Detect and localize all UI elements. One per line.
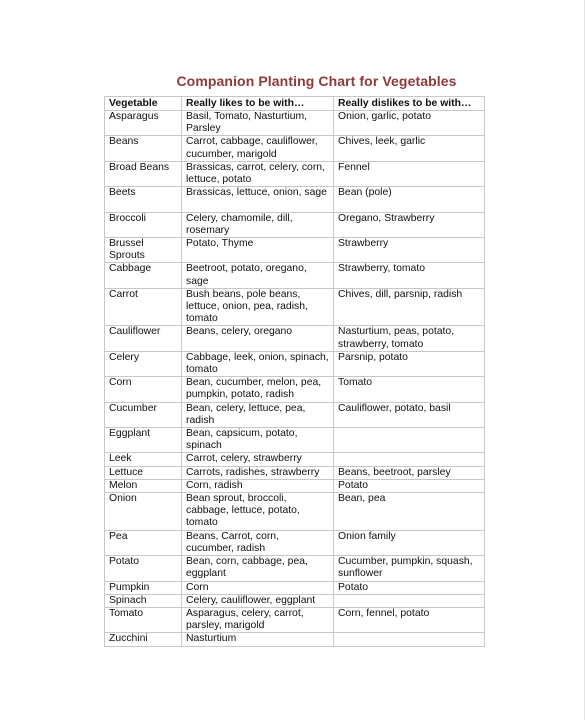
cell-likes: Bean, capsicum, potato, spinach [182,428,334,453]
cell-dislikes: Parsnip, potato [334,351,485,376]
cell-likes: Celery, chamomile, dill, rosemary [182,212,334,237]
cell-dislikes: Fennel [334,161,485,186]
table-row [105,594,485,607]
cell-likes: Bean, celery, lettuce, pea, radish [182,402,334,427]
table-row [105,428,485,453]
table-row [105,187,485,212]
cell-vegetable: Onion [105,493,182,531]
table-row [105,479,485,492]
table-row [105,288,485,326]
cell-dislikes: Potato [334,479,485,492]
cell-likes: Brassicas, lettuce, onion, sage [182,187,334,212]
table-row [105,351,485,376]
cell-dislikes: Strawberry, tomato [334,263,485,288]
cell-dislikes: Cucumber, pumpkin, squash, sunflower [334,556,485,581]
cell-likes: Beans, celery, oregano [182,326,334,351]
cell-dislikes: Bean (pole) [334,187,485,212]
table-row [105,453,485,466]
table-row [105,530,485,555]
cell-vegetable: Broad Beans [105,161,182,186]
cell-likes: Corn [182,581,334,594]
companion-planting-table [104,96,485,647]
cell-likes: Brassicas, carrot, celery, corn, lettuce, potato [182,161,334,186]
cell-likes: Celery, cauliflower, eggplant [182,594,334,607]
page-title: Companion Planting Chart for Vegetables [176,73,457,89]
cell-vegetable: Carrot [105,288,182,326]
table-row [105,633,485,646]
cell-dislikes: Onion family [334,530,485,555]
cell-dislikes [334,428,485,453]
column-header-vegetable: Vegetable [105,97,182,111]
column-header-dislikes: Really dislikes to be with… [334,97,485,111]
table-row [105,238,485,263]
cell-dislikes: Strawberry [334,238,485,263]
cell-dislikes: Potato [334,581,485,594]
cell-dislikes: Onion, garlic, potato [334,111,485,136]
cell-likes: Basil, Tomato, Nasturtium, Parsley [182,111,334,136]
table-row [105,493,485,531]
cell-dislikes: Oregano, Strawberry [334,212,485,237]
cell-likes: Cabbage, leek, onion, spinach, tomato [182,351,334,376]
cell-vegetable: Potato [105,556,182,581]
table-row [105,556,485,581]
cell-vegetable: Melon [105,479,182,492]
cell-vegetable: Leek [105,453,182,466]
cell-likes: Potato, Thyme [182,238,334,263]
cell-vegetable: Asparagus [105,111,182,136]
cell-likes: Carrot, celery, strawberry [182,453,334,466]
table-row [105,326,485,351]
table-row [105,581,485,594]
cell-likes: Nasturtium [182,633,334,646]
cell-vegetable: Brussel Sprouts [105,238,182,263]
cell-dislikes: Chives, leek, garlic [334,136,485,161]
cell-dislikes [334,453,485,466]
cell-dislikes: Bean, pea [334,493,485,531]
cell-likes: Bush beans, pole beans, lettuce, onion, pea, radish, tomato [182,288,334,326]
cell-likes: Bean, cucumber, melon, pea, pumpkin, potato, radish [182,377,334,402]
cell-vegetable: Spinach [105,594,182,607]
cell-vegetable: Pumpkin [105,581,182,594]
cell-vegetable: Beets [105,187,182,212]
cell-likes: Carrots, radishes, strawberry [182,466,334,479]
cell-vegetable: Cucumber [105,402,182,427]
cell-vegetable: Zucchini [105,633,182,646]
cell-likes: Corn, radish [182,479,334,492]
table-row [105,607,485,632]
cell-likes: Asparagus, celery, carrot, parsley, marigold [182,607,334,632]
cell-dislikes: Corn, fennel, potato [334,607,485,632]
cell-dislikes: Cauliflower, potato, basil [334,402,485,427]
cell-vegetable: Tomato [105,607,182,632]
cell-dislikes [334,594,485,607]
cell-vegetable: Celery [105,351,182,376]
cell-vegetable: Pea [105,530,182,555]
cell-dislikes: Nasturtium, peas, potato, strawberry, tomato [334,326,485,351]
table-row [105,161,485,186]
cell-likes: Carrot, cabbage, cauliflower, cucumber, marigold [182,136,334,161]
cell-dislikes: Beans, beetroot, parsley [334,466,485,479]
cell-vegetable: Eggplant [105,428,182,453]
cell-likes: Beetroot, potato, oregano, sage [182,263,334,288]
table-row [105,212,485,237]
cell-likes: Bean sprout, broccoli, cabbage, lettuce, potato, tomato [182,493,334,531]
cell-vegetable: Cauliflower [105,326,182,351]
cell-vegetable: Corn [105,377,182,402]
cell-dislikes: Chives, dill, parsnip, radish [334,288,485,326]
cell-vegetable: Beans [105,136,182,161]
cell-vegetable: Cabbage [105,263,182,288]
cell-vegetable: Broccoli [105,212,182,237]
table-row [105,111,485,136]
table-row [105,263,485,288]
table-row [105,466,485,479]
table-header-row [105,97,485,111]
table-row [105,402,485,427]
cell-vegetable: Lettuce [105,466,182,479]
table-row [105,377,485,402]
cell-likes: Beans, Carrot, corn, cucumber, radish [182,530,334,555]
cell-likes: Bean, corn, cabbage, pea, eggplant [182,556,334,581]
table-row [105,136,485,161]
cell-dislikes [334,633,485,646]
column-header-likes: Really likes to be with… [182,97,334,111]
cell-dislikes: Tomato [334,377,485,402]
